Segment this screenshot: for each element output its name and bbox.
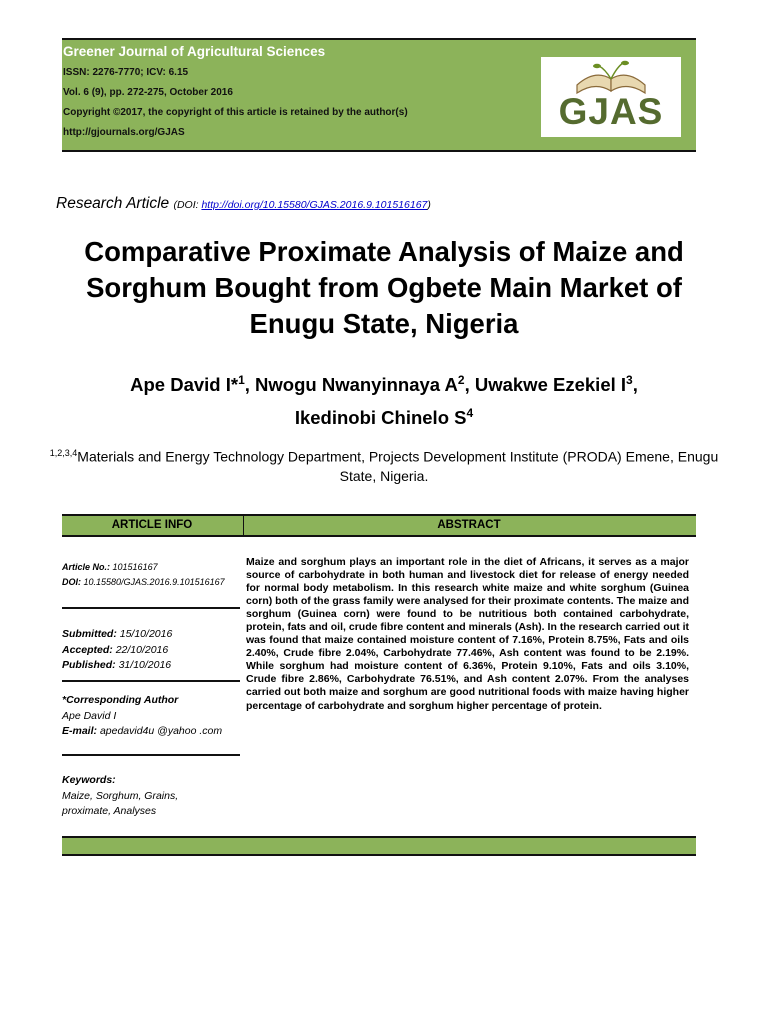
abstract-heading: ABSTRACT bbox=[437, 519, 501, 531]
doi-label: DOI: bbox=[62, 577, 81, 587]
published-label: Published: bbox=[62, 659, 116, 671]
journal-issn: ISSN: 2276-7770; ICV: 6.15 bbox=[63, 67, 189, 78]
author-affiliation-number: 4 bbox=[466, 406, 474, 421]
journal-name: Greener Journal of Agricultural Sciences bbox=[63, 44, 326, 59]
affiliation bbox=[40, 444, 728, 486]
doi-value: 10.15580/GJAS.2016.9.101516167 bbox=[83, 577, 225, 587]
divider bbox=[62, 607, 240, 609]
footer-bar bbox=[62, 836, 696, 856]
corresponding-name: Ape David I bbox=[62, 709, 117, 722]
keywords bbox=[62, 773, 240, 820]
author-name: Ikedinobi Chinelo S bbox=[294, 407, 467, 429]
doi-link[interactable]: http://doi.org/10.15580/GJAS.2016.9.101516167 bbox=[201, 199, 428, 211]
author-affiliation-number: 1 bbox=[238, 373, 245, 387]
submitted-date: 15/10/2016 bbox=[119, 628, 173, 640]
published-date: 31/10/2016 bbox=[118, 659, 172, 671]
article-type: Research Article bbox=[56, 195, 170, 212]
corresponding-label: *Corresponding Author bbox=[62, 694, 179, 706]
keywords-line: proximate, Analyses bbox=[62, 805, 157, 817]
author-affiliation-number: 2 bbox=[457, 373, 465, 387]
author-name: Nwogu Nwanyinnaya A bbox=[255, 374, 458, 396]
article-dates bbox=[62, 627, 240, 674]
author-name: Uwakwe Ezekiel I bbox=[474, 374, 627, 396]
doi-suffix: ) bbox=[427, 199, 431, 211]
keywords-line: Maize, Sorghum, Grains, bbox=[62, 789, 179, 802]
corresponding-author bbox=[62, 693, 240, 740]
accepted-date: 22/10/2016 bbox=[115, 643, 169, 656]
doi-prefix: (DOI: bbox=[173, 199, 202, 211]
article-no-label: Article No.: bbox=[62, 562, 111, 572]
affiliation-numbers: 1,2,3,4 bbox=[49, 448, 78, 458]
journal-copyright: Copyright ©2017, the copyright of this article is retained by the author(s) bbox=[63, 107, 408, 118]
submitted-label: Submitted: bbox=[62, 628, 117, 640]
divider bbox=[62, 754, 240, 756]
keywords-label: Keywords: bbox=[62, 774, 116, 786]
article-no-value: 101516167 bbox=[112, 562, 158, 572]
journal-url[interactable]: http://gjournals.org/GJAS bbox=[63, 127, 185, 138]
journal-logo bbox=[541, 57, 681, 137]
abstract-text: Maize and sorghum plays an important role in the diet of Africans, it serves as a major source of carbohydrate in both human and livestock diet for release of energy needed for normal body metabolism. In this research white maize and white sorghum (Guinea corn) both of the grass family were analysed for their proximate contents. The maize and sorghum (Guinea corn) were found to be nutritious both contained carbohydrate, protein, fats and oil, crude fibre content and minerals (Ash). In the research carried out it was found that maize contained moisture content of 7.16%, Protein 8.75%, Fats and oils 2.40%, Crude fibre 2.04%, Carbohydrate 77.46%, Ash content was found to be 2.19%. While sorghum had moisture content of 6.36%, Protein 9.10%, Fats and oils 3.10%, Crude fibre 2.86%, Carbohydrate 76.51%, and Ash content 2.07%. From the analyses carried out both maize and sorghum are good nutritional foods with maize having higher percentage of carbohydrate and sorghum higher percentage of protein. bbox=[246, 556, 689, 712]
journal-volume: Vol. 6 (9), pp. 272-275, October 2016 bbox=[63, 87, 233, 98]
journal-header bbox=[62, 38, 696, 152]
divider bbox=[62, 680, 240, 682]
author-list: Ape David I*$^1$, Nwogu Nwanyinnaya $A^2$, Uwakwe Ezekiel $I^3$, Ikedinobi Chinelo $S^4$ bbox=[130, 373, 638, 429]
article-info-heading: ARTICLE INFO bbox=[111, 519, 193, 531]
author-name: Ape David I* bbox=[130, 374, 239, 396]
author-affiliation-number: 3 bbox=[626, 373, 633, 387]
email-label: E-mail: bbox=[62, 725, 98, 737]
logo-text: GJAS bbox=[558, 91, 664, 132]
paper-title: Comparative Proximate Analysis of Maize and Sorghum Bought from Ogbete Main Market of Enugu State, Nigeria bbox=[84, 236, 684, 339]
article-identifiers bbox=[62, 560, 240, 590]
email-value[interactable]: apedavid4u @yahoo .com bbox=[99, 725, 223, 737]
affiliation-text: Materials and Energy Technology Department, Projects Development Institute (PRODA) Emene, Enugu State, Nigeria. bbox=[77, 448, 719, 484]
accepted-label: Accepted: bbox=[62, 643, 113, 656]
section-header-bar bbox=[62, 514, 696, 537]
article-type-line bbox=[56, 195, 431, 213]
